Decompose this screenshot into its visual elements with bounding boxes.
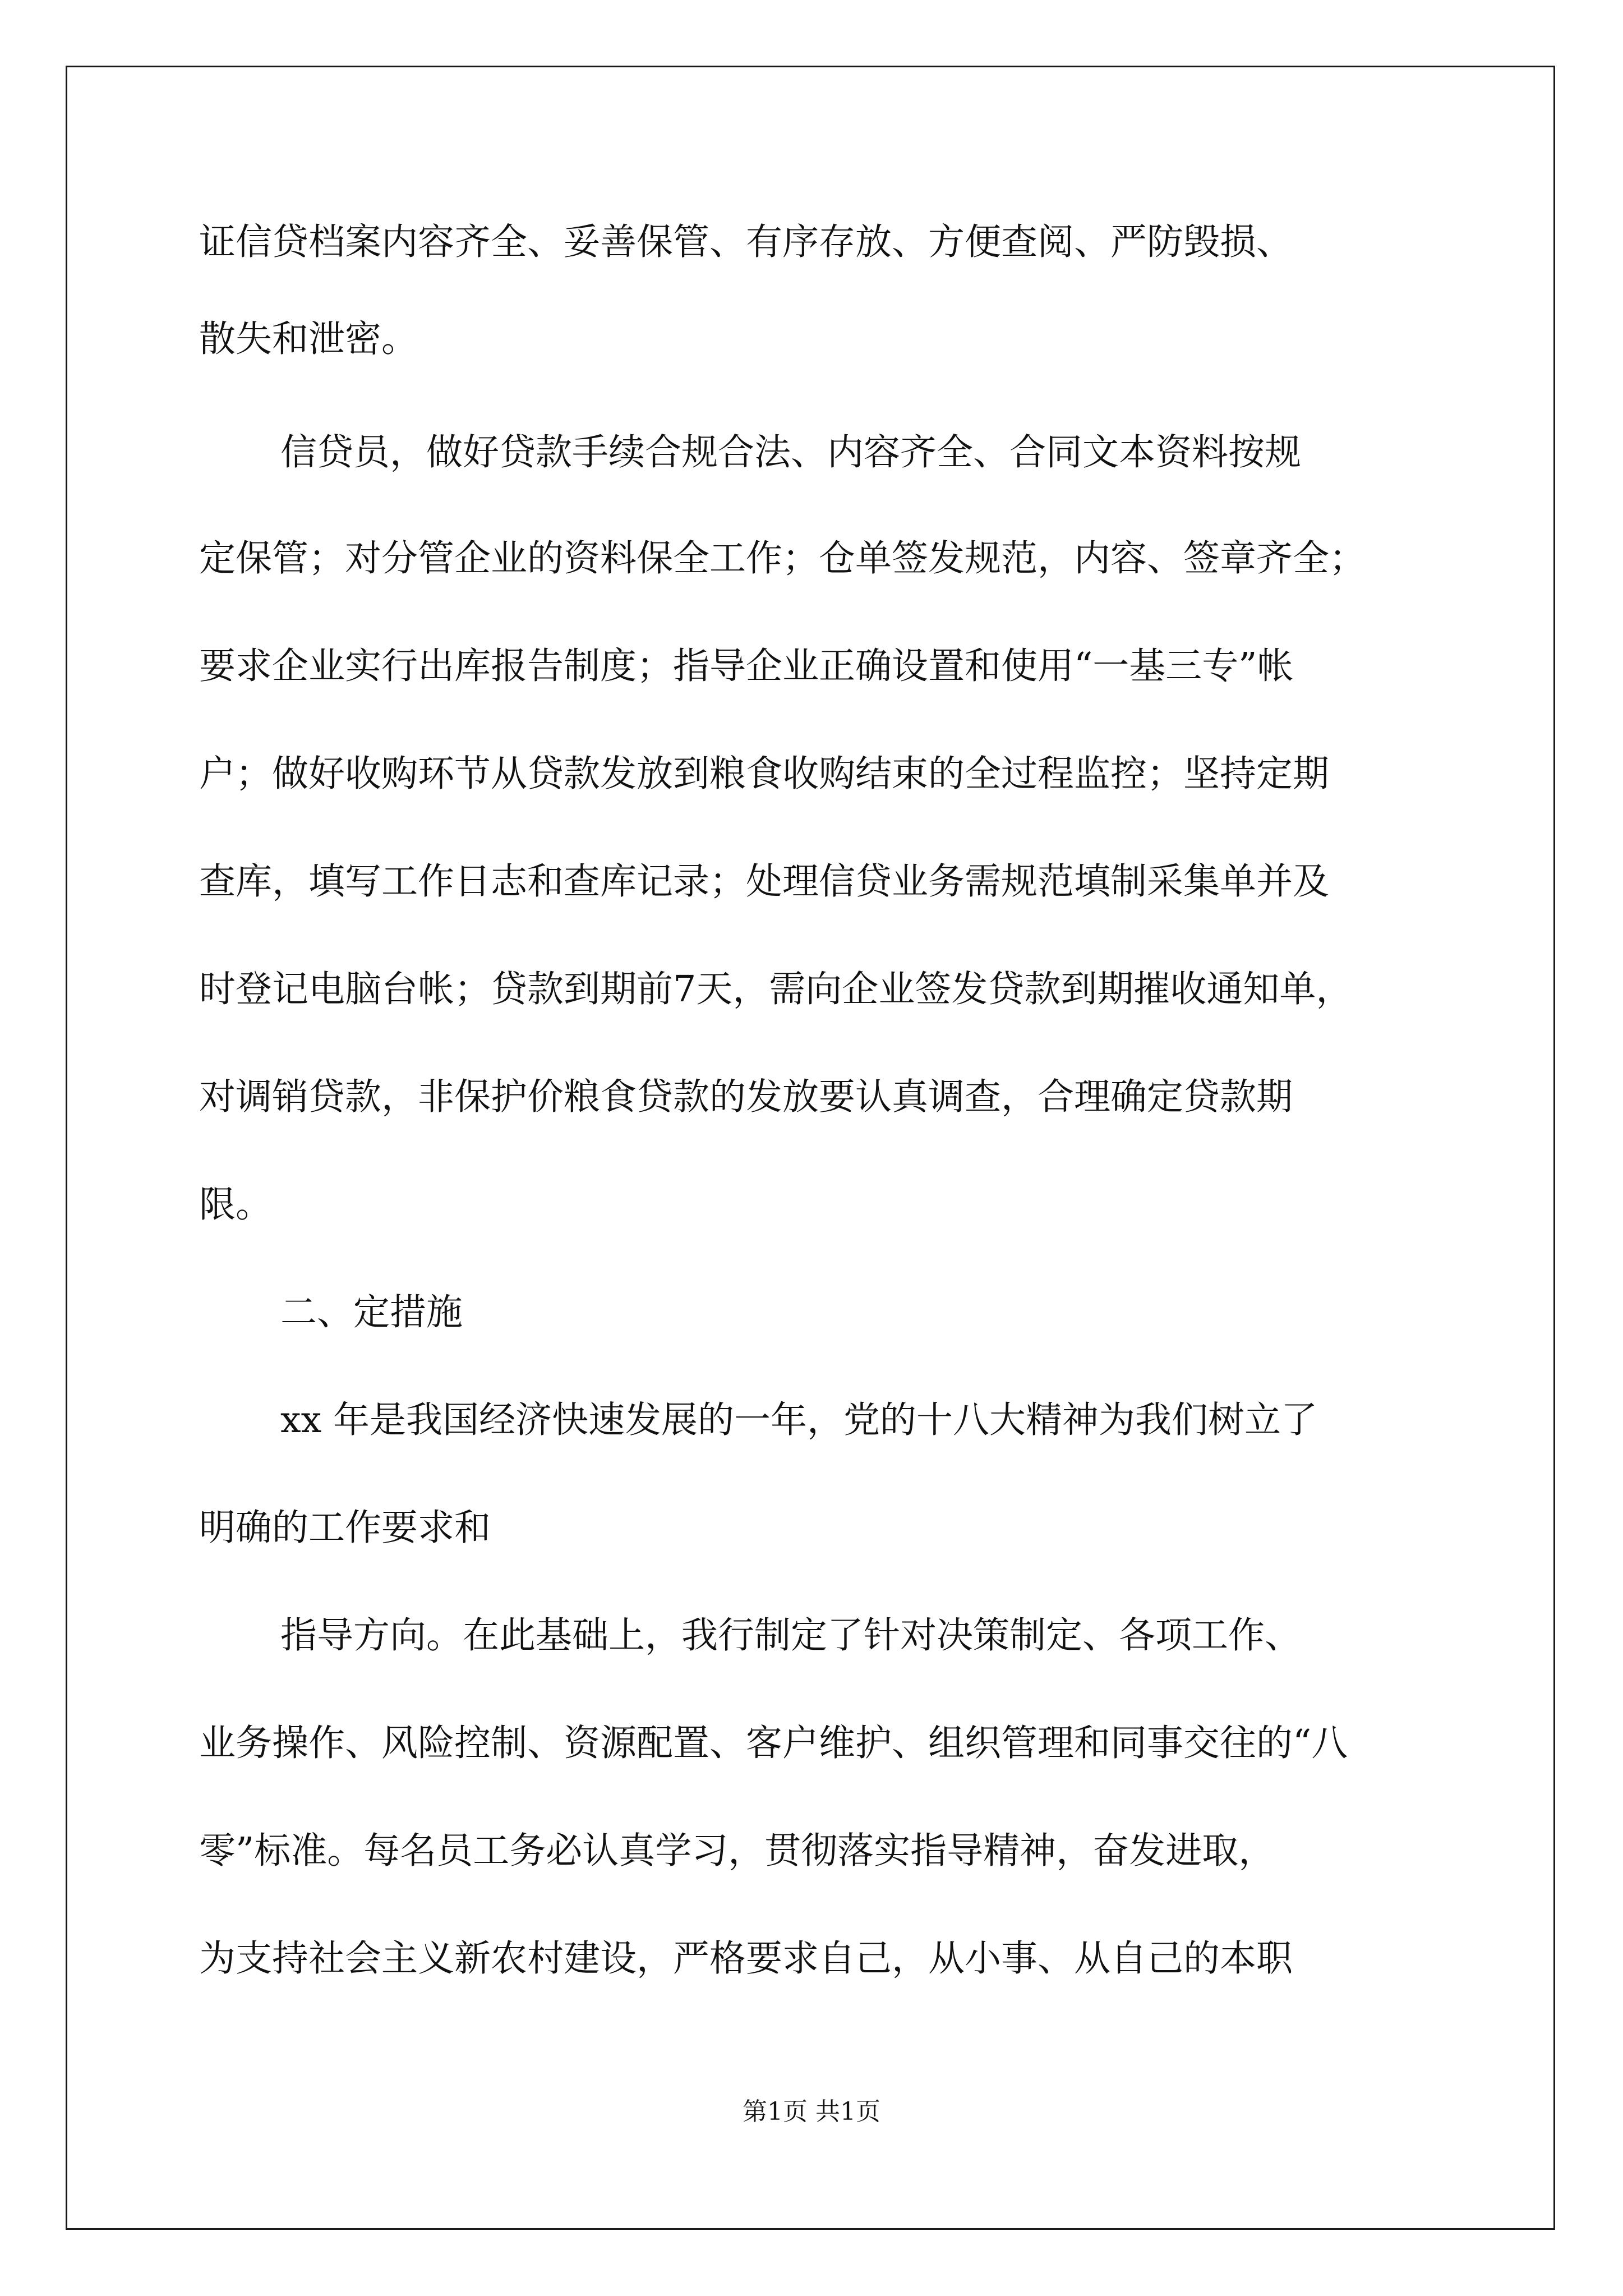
text-line: 信贷员，做好贷款手续合规合法、内容齐全、合同文本资料按规 (280, 431, 1302, 473)
text-line: 明确的工作要求和 (199, 1507, 491, 1549)
text-line: 限。 (199, 1184, 273, 1226)
page-border (66, 66, 1555, 2230)
text-line: 指导方向。在此基础上，我行制定了针对决策制定、各项工作、 (280, 1614, 1302, 1657)
text-line: 户；做好收购环节从贷款发放到粮食收购结束的全过程监控；坚持定期 (199, 753, 1330, 795)
text-line: 业务操作、风险控制、资源配置、客户维护、组织管理和同事交往的“八 (199, 1722, 1348, 1764)
text-line: 时登记电脑台帐；贷款到期前7天，需向企业签发贷款到期摧收通知单， (199, 968, 1353, 1010)
section-heading: 二、定措施 (280, 1291, 463, 1333)
text-line: 零”标准。每名员工务必认真学习，贯彻落实指导精神，奋发进取， (199, 1830, 1275, 1872)
text-line: xx 年是我国经济快速发展的一年，党的十八大精神为我们树立了 (280, 1399, 1317, 1441)
page-number: 第1页 共1页 (743, 2097, 880, 2126)
text-line: 为支持社会主义新农村建设，严格要求自己，从小事、从自己的本职 (199, 1938, 1293, 1980)
text-line: 证信贷档案内容齐全、妥善保管、有序存放、方便查阅、严防毁损、 (199, 221, 1293, 263)
text-line: 查库，填写工作日志和查库记录；处理信贷业务需规范填制采集单并及 (199, 861, 1330, 903)
text-line: 定保管；对分管企业的资料保全工作；仓单签发规范，内容、签章齐全； (199, 537, 1366, 579)
text-line: 散失和泄密。 (199, 318, 418, 360)
text-line: 对调销贷款，非保护价粮食贷款的发放要认真调查，合理确定贷款期 (199, 1076, 1293, 1118)
text-line: 要求企业实行出库报告制度；指导企业正确设置和使用“一基三专”帐 (199, 645, 1294, 687)
